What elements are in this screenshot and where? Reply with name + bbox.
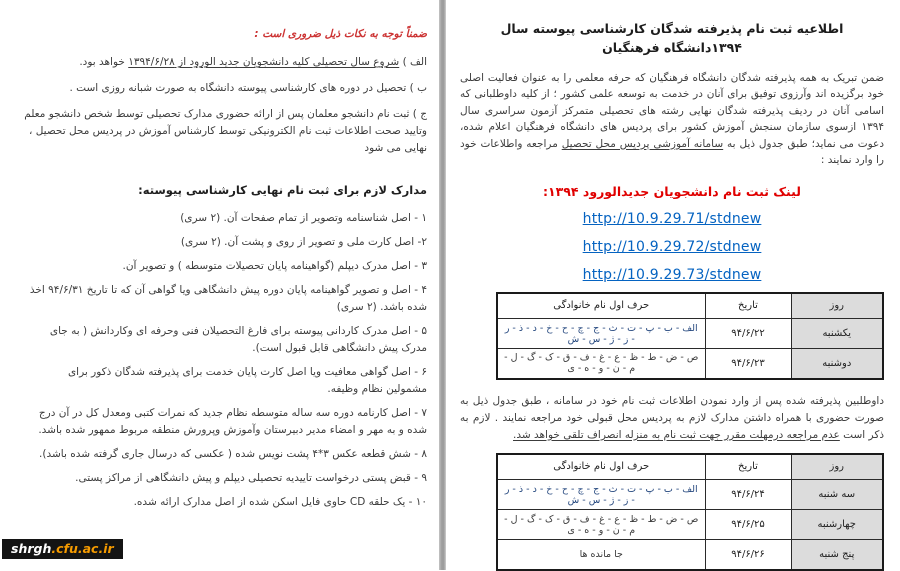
cell-date: ۹۴/۶/۲۲: [705, 319, 791, 349]
header-letters: حرف اول نام خانوادگی: [497, 454, 705, 480]
table-row: [497, 480, 883, 510]
header-day: روز: [791, 293, 883, 319]
doc-item-7: ۷ - اصل کارنامه دوره سه ساله متوسطه نظام جدید که نمرات کتبی ومعدل کل در آن درج شده و به مهر و امضاء مدیر دبیرستان وآموزش وپرورش منطقه مربوط ممهور شده باشد.: [38, 407, 427, 436]
registration-link-2[interactable]: http://10.9.29.72/stdnew: [582, 238, 762, 255]
doc-item-3: ۳ - اصل مدرک دیپلم (گواهینامه پایان تحصیلات متوسطه ) و تصویر آن.: [122, 260, 427, 272]
inperson-registration-schedule-table: [496, 453, 884, 571]
intro-part2: مراجعه واطلاعات خود را وارد نمایند :: [460, 137, 884, 166]
registration-link-3[interactable]: http://10.9.29.73/stdnew: [582, 266, 762, 283]
table-row: [497, 540, 883, 570]
doc-item-1: ۱ - اصل شناسنامه وتصویر از تمام صفحات آن. (۲ سری): [180, 212, 427, 224]
note-a-underlined: شروع سال تحصیلی کلیه دانشجویان جدید الورود از ۱۳۹۴/۶/۲۸: [128, 56, 400, 68]
site-suffix: .cfu.ac.ir: [51, 541, 114, 556]
doc-item-2: ۲- اصل کارت ملی و تصویر از روی و پشت آن. (۲ سری): [180, 236, 427, 248]
cell-date: ۹۴/۶/۲۶: [705, 540, 791, 570]
registration-link-line-2: [460, 236, 884, 255]
cell-letters: ص - ض - ط - ظ - ع - غ - ف - ق - ک - گ - ل - م - ن - و - ه - ی: [497, 349, 705, 379]
inperson-note-paragraph: [460, 393, 884, 444]
cell-letters: الف - ب - پ - ت - ث - ج - چ - ح - خ - د - ذ - ر - ز - ژ - س - ش: [497, 480, 705, 510]
site-prefix: shrgh: [11, 541, 52, 556]
intro-part1: ضمن تبریک به همه پذیرفته شدگان دانشگاه فرهنگیان که حرفه معلمی را به عنوان فعالیت اصلی خود برگزیده اند وآرزوی توفیق برای آنان در خدمت به توسعه علمی کشور ؛ از کلیه داوطلبانی که اسامی آنان در ردیف پذیرفته شدگان نهایی رشته های تحصیلی متمرکز آزمون سراسری سال ۱۳۹۴ ازسوی سازمان سنجش آموزش کشور برای پردیس های دانشگاه فرهنگیان اعلام شده، دعوت می نماید؛ طبق جدول ذیل به: [460, 71, 884, 150]
doc-item-6: ۶ - اصل گواهی معافیت ویا اصل کارت پایان خدمت برای پذیرفته شدگان ذکور برای مشمولین نظام وظیفه.: [67, 366, 427, 395]
note-item-a: [24, 54, 427, 71]
table-row: [497, 349, 883, 379]
site-watermark-badge: [2, 539, 123, 559]
doc-item-10: ۱۰ - یک حلقه CD حاوی فایل اسکن شده از اصل مدارک ارائه شده.: [133, 496, 427, 508]
intro-paragraph: [460, 70, 884, 169]
header-day: روز: [791, 454, 883, 480]
doc-item-5: ۵ - اصل مدرک کاردانی پیوسته برای فارغ التحصیلان فنی وحرفه ای وکاردانش ( به جای مدرک پیش دانشگاهی قابل قبول است).: [49, 325, 427, 354]
registration-link-line-1: [460, 208, 884, 227]
required-docs-heading: مدارک لازم برای ثبت نام نهایی کارشناسی پیوسته:: [138, 183, 427, 197]
intro-underlined: سامانه آموزشی پردیس محل تحصیل: [561, 137, 724, 150]
doc-item-4: ۴ - اصل و تصویر گواهینامه پایان دوره پیش دانشگاهی ویا گواهی آن که تا تاریخ ۹۴/۶/۳۱ اخذ شده باشد. (۲ سری): [29, 284, 427, 313]
page-announcement: [446, 0, 900, 570]
note-item-b: ب ) تحصیل در دوره های کارشناسی پیوسته دانشگاه به صورت شبانه روزی است .: [69, 82, 427, 94]
cell-day: یکشنبه: [791, 319, 883, 349]
header-letters: حرف اول نام خانوادگی: [497, 293, 705, 319]
cell-date: ۹۴/۶/۲۴: [705, 480, 791, 510]
registration-link-1[interactable]: http://10.9.29.71/stdnew: [582, 210, 762, 227]
cell-letters: ص - ض - ط - ظ - ع - غ - ف - ق - ک - گ - ل - م - ن - و - ه - ی: [497, 510, 705, 540]
doc-item-9: ۹ - قبض پستی درخواست تاییدیه تحصیلی دیپلم و پیش دانشگاهی از مراکز پستی.: [75, 472, 427, 484]
note-a-prefix: الف ): [399, 56, 427, 68]
header-date: تاریخ: [705, 293, 791, 319]
cell-date: ۹۴/۶/۲۳: [705, 349, 791, 379]
announcement-title: اطلاعیه ثبت نام پذیرفته شدگان کارشناسی پیوسته سال ۱۳۹۴دانشگاه فرهنگیان: [500, 21, 844, 55]
note-a-suffix: خواهد بود.: [79, 56, 129, 68]
cell-day: چهارشنبه: [791, 510, 883, 540]
note-underlined: عدم مراجعه درمهلت مقرر جهت ثبت نام به منزله انصراف تلقی خواهد شد.: [513, 428, 840, 441]
note-item-c: ج ) ثبت نام دانشجو معلمان پس از ارائه حضوری مدارک تحصیلی توسط شخص دانشجو معلم وتایید صحت اطلاعات ثبت نام الکترونیکی توسط کارشناس آموزش در پردیس محل تحصیل ، نهایی می شود: [24, 108, 427, 154]
registration-links-heading: لینک ثبت نام دانشجویان جدیدالورود ۱۳۹۴:: [543, 183, 801, 199]
note-part1: داوطلبین پذیرفته شده پس از وارد نمودن اطلاعات ثبت نام خود در سامانه ، طبق جدول ذیل به صورت حضوری با همراه داشتن مدارک لازم به پردیس محل قبولی خود مراجعه نمایند . لازم به ذکر است: [460, 394, 884, 441]
online-registration-schedule-table: [496, 292, 884, 380]
table-header-row: [497, 454, 883, 480]
table-row: [497, 319, 883, 349]
page-notes: [0, 0, 439, 570]
header-date: تاریخ: [705, 454, 791, 480]
cell-day: پنج شنبه: [791, 540, 883, 570]
page-divider: [439, 0, 446, 570]
table-row: [497, 510, 883, 540]
table-header-row: [497, 293, 883, 319]
cell-letters: الف - ب - پ - ت - ث - ج - چ - ح - خ - د - ذ - ر - ز - ژ - س - ش: [497, 319, 705, 349]
cell-day: سه شنبه: [791, 480, 883, 510]
important-notes-heading: ضمناً توجه به نکات ذیل ضروری است :: [254, 28, 427, 40]
doc-item-8: ۸ - شش قطعه عکس ۳*۴ پشت نویس شده ( عکسی که درسال جاری گرفته شده باشد).: [39, 448, 427, 460]
cell-letters: جا مانده ها: [497, 540, 705, 570]
cell-date: ۹۴/۶/۲۵: [705, 510, 791, 540]
cell-day: دوشنبه: [791, 349, 883, 379]
registration-link-line-3: [460, 264, 884, 283]
